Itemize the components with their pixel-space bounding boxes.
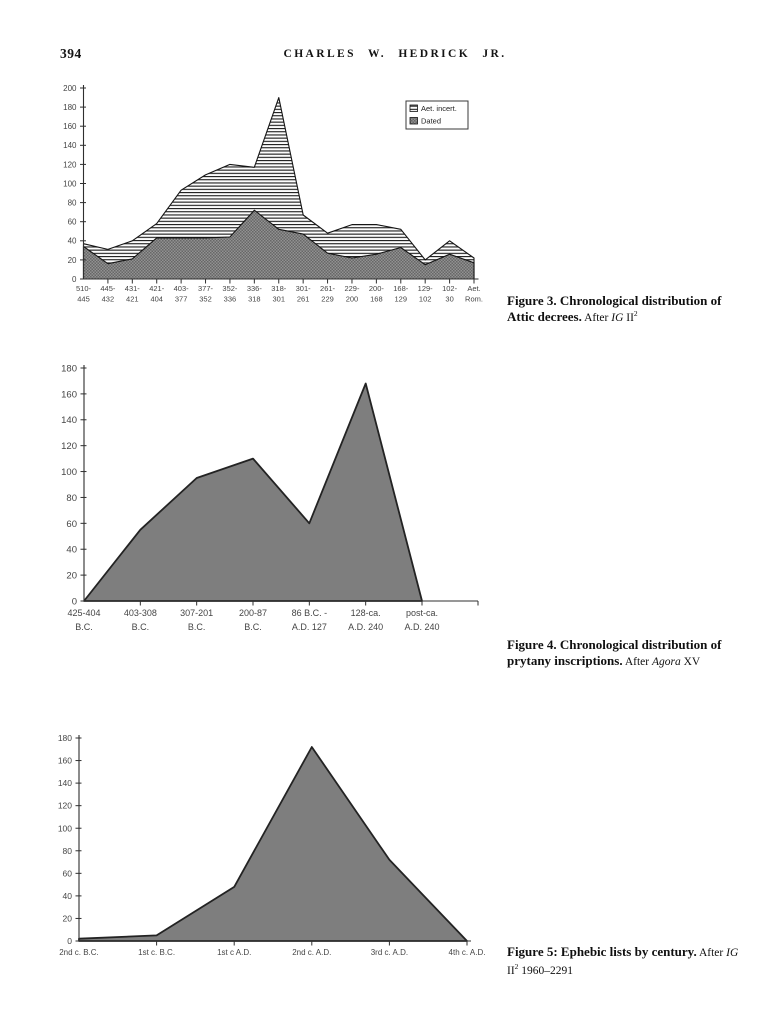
y-tick-label: 60 xyxy=(62,868,72,879)
x-category-label: 421- xyxy=(149,284,165,293)
x-category-label: 129- xyxy=(417,284,433,293)
y-tick-label: 120 xyxy=(57,800,72,811)
area-series-0 xyxy=(79,747,467,941)
y-tick-label: 80 xyxy=(62,845,72,856)
y-tick-label: 0 xyxy=(71,596,77,608)
x-category-label: 301- xyxy=(295,284,311,293)
figure3-caption-source: After IG $II^2$ xyxy=(581,308,638,324)
x-category-label: 421 xyxy=(126,294,139,304)
y-tick-label: 100 xyxy=(57,823,72,834)
x-category-label: A.D. 240 xyxy=(404,622,440,632)
x-category-label: 86 B.C. - xyxy=(291,608,328,618)
x-category-label: 377- xyxy=(198,284,214,293)
x-category-label: 1st c A.D. xyxy=(217,948,252,957)
y-tick-label: 80 xyxy=(67,198,77,208)
x-category-label: 404 xyxy=(150,294,163,304)
x-category-label: 4th c. A.D. xyxy=(448,948,486,957)
x-category-label: 2nd c. A.D. xyxy=(292,948,332,957)
figure5-ephebic-chart xyxy=(40,730,510,970)
x-category-label: 336 xyxy=(223,294,237,304)
x-category-label: 200-87 xyxy=(238,608,268,618)
y-tick-label: 140 xyxy=(57,778,72,789)
figure4-prytany-chart xyxy=(40,360,490,640)
x-category-label: 432 xyxy=(101,294,115,304)
x-category-label: 168- xyxy=(393,284,409,293)
figure3-caption-title: Figure 3. Chronological distribution of Attic decrees. xyxy=(507,293,722,324)
y-tick-label: 20 xyxy=(62,913,72,924)
x-category-label: 445 xyxy=(77,294,90,304)
x-category-label: 30 xyxy=(445,294,454,304)
figure4-caption-title: Figure 4. Chronological distribution of prytany inscriptions. xyxy=(507,637,722,668)
x-category-label: 425-404 xyxy=(67,608,101,618)
x-category-label: 431- xyxy=(124,284,140,293)
x-category-label: 510- xyxy=(75,284,92,293)
x-category-label: Rom. xyxy=(465,294,483,304)
y-tick-label: 140 xyxy=(63,141,77,151)
x-category-label: 1st c. B.C. xyxy=(138,948,176,957)
x-category-label: 2nd c. B.C. xyxy=(59,948,99,957)
x-category-label: 168 xyxy=(370,294,383,304)
figure3-attic-decrees-chart xyxy=(40,80,510,315)
running-head: CHARLES W. HEDRICK JR. xyxy=(283,48,507,60)
y-tick-label: 180 xyxy=(63,102,77,112)
y-tick-label: 40 xyxy=(62,890,72,901)
figure4-caption-source: After Agora XV xyxy=(622,655,701,668)
x-category-label: Aet. xyxy=(467,284,481,293)
y-tick-label: 60 xyxy=(67,217,77,227)
y-tick-label: 20 xyxy=(66,570,77,582)
x-category-label: 318 xyxy=(248,294,261,304)
figure5-caption xyxy=(507,944,749,979)
figure3-caption xyxy=(507,293,749,326)
x-category-label: 128-ca. xyxy=(350,608,381,618)
y-tick-label: 100 xyxy=(61,466,77,478)
y-tick-label: 80 xyxy=(66,492,77,504)
y-tick-label: 0 xyxy=(72,274,77,284)
area-series-0 xyxy=(84,384,422,602)
x-category-label: 352 xyxy=(199,294,212,304)
y-tick-label: 40 xyxy=(67,236,77,246)
y-tick-label: 160 xyxy=(57,755,72,766)
x-category-label: A.D. 127 xyxy=(291,622,327,632)
x-category-label: 102- xyxy=(442,284,458,293)
x-category-label: B.C. xyxy=(244,622,262,632)
x-category-label: 307-201 xyxy=(180,608,214,618)
x-category-label: 229 xyxy=(321,294,334,304)
x-category-label: 301 xyxy=(272,294,286,304)
y-tick-label: 120 xyxy=(63,160,77,170)
x-category-label: A.D. 240 xyxy=(348,622,384,632)
figure4-caption xyxy=(507,637,749,670)
x-category-label: 445- xyxy=(100,284,116,293)
x-category-label: 200 xyxy=(345,294,359,304)
legend-swatch-icon xyxy=(410,105,418,112)
x-category-label: 336- xyxy=(246,284,262,293)
x-category-label: B.C. xyxy=(187,622,206,632)
x-category-label: 403-308 xyxy=(123,608,157,618)
x-category-label: 318- xyxy=(271,284,287,293)
x-category-label: 377 xyxy=(174,294,188,304)
y-tick-label: 160 xyxy=(63,122,77,132)
y-tick-label: 200 xyxy=(63,83,77,93)
y-tick-label: 160 xyxy=(61,389,77,401)
x-category-label: 3rd c. A.D. xyxy=(370,948,409,957)
y-tick-label: 20 xyxy=(67,255,77,265)
x-category-label: 261- xyxy=(320,284,336,293)
legend-label: Aet. incert. xyxy=(421,104,457,113)
x-category-label: 261 xyxy=(296,294,310,304)
y-tick-label: 120 xyxy=(61,441,77,453)
y-tick-label: 180 xyxy=(61,363,77,375)
legend-label: Dated xyxy=(421,116,442,126)
x-category-label: B.C. xyxy=(75,622,93,632)
x-category-label: 200- xyxy=(368,284,384,293)
y-tick-label: 0 xyxy=(67,936,72,947)
x-category-label: 129 xyxy=(394,294,408,304)
x-category-label: 102 xyxy=(418,294,432,304)
y-tick-label: 60 xyxy=(66,518,77,530)
y-tick-label: 140 xyxy=(61,415,77,427)
figure5-caption-source: After IG $II^2$ 1960–2291 xyxy=(507,947,739,977)
figure5-caption-title: Figure 5: Ephebic lists by century. xyxy=(507,944,697,959)
y-tick-label: 180 xyxy=(57,733,72,744)
x-category-label: 403- xyxy=(173,284,189,293)
x-category-label: 352- xyxy=(222,284,238,293)
x-category-label: B.C. xyxy=(131,622,150,632)
y-tick-label: 40 xyxy=(66,544,77,556)
x-category-label: post-ca. xyxy=(405,608,439,618)
legend-swatch-icon xyxy=(410,118,418,125)
page-number: 394 xyxy=(60,46,82,61)
x-category-label: 229- xyxy=(344,284,360,293)
y-tick-label: 100 xyxy=(63,179,77,189)
